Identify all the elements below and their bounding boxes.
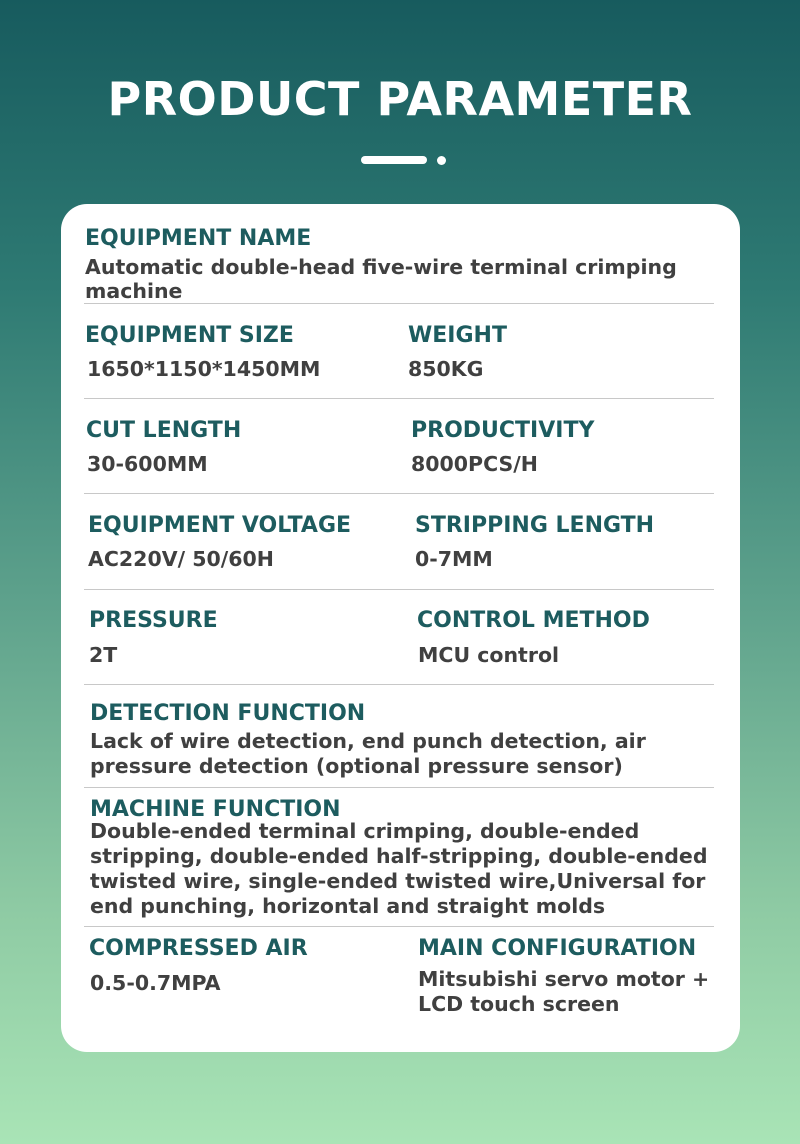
page-title: PRODUCT PARAMETER: [107, 72, 693, 126]
divider: [84, 303, 714, 304]
pressure-label: PRESSURE: [89, 608, 218, 633]
equipment-size-value: 1650*1150*1450MM: [87, 357, 321, 381]
compressed-air-label: COMPRESSED AIR: [89, 936, 308, 961]
equipment-voltage-value: AC220V/ 50/60H: [88, 547, 274, 571]
main-configuration-label: MAIN CONFIGURATION: [418, 936, 697, 961]
divider: [84, 589, 714, 590]
divider: [84, 787, 714, 788]
equipment-name-value: Automatic double-head five-wire terminal crimping machine: [85, 255, 677, 303]
productivity-label: PRODUCTIVITY: [411, 418, 595, 443]
control-method-label: CONTROL METHOD: [417, 608, 650, 633]
title-underline-dot: [437, 156, 446, 165]
control-method-value: MCU control: [418, 643, 560, 667]
stripping-length-value: 0-7MM: [415, 547, 493, 571]
weight-value: 850KG: [408, 357, 484, 381]
productivity-value: 8000PCS/H: [411, 452, 538, 476]
cut-length-label: CUT LENGTH: [86, 418, 242, 443]
divider: [84, 684, 714, 685]
pressure-value: 2T: [89, 643, 118, 667]
equipment-size-label: EQUIPMENT SIZE: [85, 323, 294, 348]
divider: [84, 926, 714, 927]
main-configuration-value: Mitsubishi servo motor + LCD touch screen: [418, 967, 710, 1016]
equipment-name-label: EQUIPMENT NAME: [85, 226, 312, 251]
machine-function-value: Double-ended terminal crimping, double-ended stripping, double-ended half-stripping, double-ended twisted wire, single-ended twisted wire,Universal for end punching, horizontal and straight molds: [90, 819, 708, 918]
cut-length-value: 30-600MM: [87, 452, 208, 476]
detection-function-label: DETECTION FUNCTION: [90, 701, 366, 726]
title-underline-bar: [361, 156, 427, 164]
stripping-length-label: STRIPPING LENGTH: [415, 513, 655, 538]
divider: [84, 398, 714, 399]
equipment-voltage-label: EQUIPMENT VOLTAGE: [88, 513, 352, 538]
machine-function-label: MACHINE FUNCTION: [90, 797, 341, 822]
weight-label: WEIGHT: [408, 323, 507, 348]
detection-function-value: Lack of wire detection, end punch detection, air pressure detection (optional pressure sensor): [90, 729, 646, 778]
compressed-air-value: 0.5-0.7MPA: [90, 971, 221, 995]
divider: [84, 493, 714, 494]
